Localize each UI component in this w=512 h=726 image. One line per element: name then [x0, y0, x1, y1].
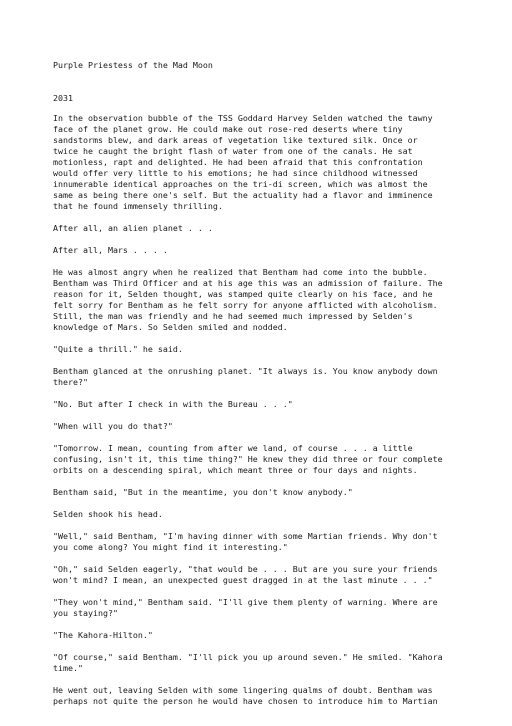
paragraph: He went out, leaving Selden with some lingering qualms of doubt. Bentham was perhaps not quite the person he would have chosen to introduce him to Martian [53, 685, 438, 706]
paragraph: "Of course," said Bentham. "I'll pick you up around seven." He smiled. "Kahora time." [53, 652, 443, 673]
paragraph: In the observation bubble of the TSS Goddard Harvey Selden watched the tawny face of the planet grow. He could make out rose-red deserts where tiny sandstorms blew, and dark areas of vegetation like textured silk. Once or twice he caught the bright flash of water from one of the canals. He sat motionless, rapt and delighted. He had been afraid that this confrontation would offer very little to his emotions; he had since childhood witnessed innumerable identical approaches on the tri-di screen, which was almost the same as being there one's self. But the actuality had a flavor and imminence that he found immensely thrilling. [53, 113, 433, 211]
chapter-year: 2031 [53, 93, 73, 103]
paragraph: "Well," said Bentham, "I'm having dinner with some Martian friends. Why don't you come along? You might find it interesting." [53, 531, 438, 552]
document-body [53, 113, 483, 718]
paragraph: "They won't mind," Bentham said. "I'll give them plenty of warning. Where are you staying?" [53, 597, 438, 618]
paragraph: "No. But after I check in with the Bureau . . ." [53, 399, 293, 409]
paragraph: "Quite a thrill." he said. [53, 344, 183, 354]
document-title: Purple Priestess of the Mad Moon [53, 60, 213, 70]
paragraph: After all, an alien planet . . . [53, 223, 213, 233]
paragraph: Bentham glanced at the onrushing planet. "It always is. You know anybody down there?" [53, 366, 438, 387]
paragraph: He was almost angry when he realized that Bentham had come into the bubble. Bentham was Third Officer and at his age this was an admission of failure. The reason for it, Selden thought, was stamped quite clearly on his face, and he felt sorry for Bentham as he felt sorry for anyone afflicted with alcoholism. Still, the man was friendly and he had seemed much impressed by Selden's knowledge of Mars. So Selden smiled and nodded. [53, 267, 443, 332]
paragraph: "When will you do that?" [53, 421, 173, 431]
paragraph: Bentham said, "But in the meantime, you don't know anybody." [53, 487, 353, 497]
paragraph: "Oh," said Selden eagerly, "that would be . . . But are you sure your friends won't mind? I mean, an unexpected guest dragged in at the last minute . . ." [53, 564, 438, 585]
paragraph: Selden shook his head. [53, 509, 163, 519]
paragraph: After all, Mars . . . . [53, 245, 168, 255]
paragraph: "The Kahora-Hilton." [53, 630, 153, 640]
paragraph: "Tomorrow. I mean, counting from after we land, of course . . . a little confusing, isn't it, this time thing?" He knew they did three or four complete orbits on a descending spiral, which meant three or four days and nights. [53, 443, 443, 475]
